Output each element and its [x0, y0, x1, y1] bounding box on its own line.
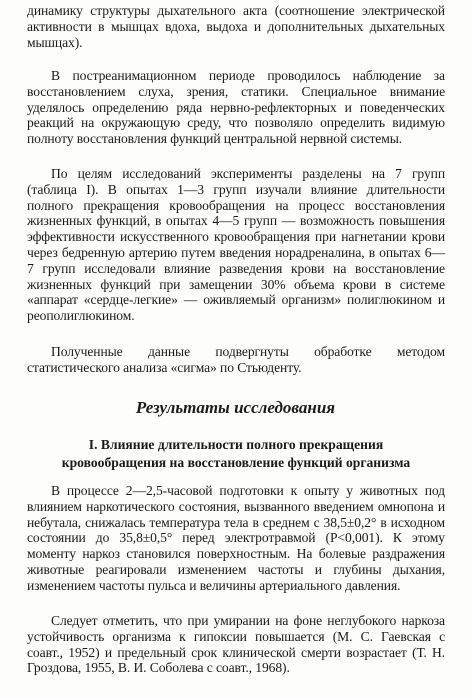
paragraph-experiment-groups: По целям исследований эксперименты разделены на 7 групп (таблица I). В опытах 1—3 групп изучали влияние длительности полного прекращения кровообращения на процесс восстановления жизненных функций, в опытах 4—5 групп — возможность повышения эффективности искусственного кровообращения при нагнетании крови через бедренную артерию путем введения норадреналина, в опытах 6—7 групп исследовали влияние разведения крови на восстановление жизненных функций при замещении 30% объема крови в системе «аппарат «сердце-легкие» — оживляемый организм» полиглюкином и реополиглюкином.: [27, 166, 445, 324]
paragraph-block-6: [27, 613, 445, 676]
paragraph-postresuscitation: В постреанимационном периоде проводилось наблюдение за восстановлением слуха, зрения, статики. Специальное внимание уделялось определению ряда нервно-рефлекторных и поведенческих реакций на окружающую среду, что позволяло определить видимую полноту восстановления функций центральной нервной системы.: [27, 68, 445, 147]
paragraph-block-2: [27, 68, 445, 147]
paragraph-block-1: [27, 3, 445, 50]
subsection-title-line-1: I. Влияние длительности полного прекращения: [88, 437, 384, 452]
subsection-title-line-2: кровообращения на восстановление функций организма: [61, 455, 411, 470]
paragraph-block-5: [27, 483, 445, 594]
paragraph-hypoxia: Следует отметить, что при умирании на фоне неглубокого наркоза устойчивость организма к гипоксии повышается (М. С. Гаевская с соавт., 1952) и предельный срок клинической смерти возрастает (Т. Н. Гроздова, 1955, В. И. Соболева с соавт., 1968).: [27, 613, 445, 676]
paragraph-preparation: В процессе 2—2,5-часовой подготовки к опыту у животных под влиянием наркотического состояния, вызванного введением омнопона и небутала, снижалась температура тела в среднем с 38,5±0,2° в исходном состоянии до 35,8±0,5° перед электротравмой (P<0,001). К этому моменту наркоз становился поверхностным. На болевые раздражения животные реагировали изменением частоты и глубины дыхания, изменением частоты пульса и величины артериального давления.: [27, 483, 445, 593]
section-title: Результаты исследования: [135, 398, 336, 417]
paragraph-statistics: Полученные данные подвергнуты обработке методом статистического анализа «сигма» по Стьюденту.: [27, 344, 445, 375]
paragraph-block-4: [27, 344, 445, 376]
paragraph-continuation: динамику структуры дыхательного акта (соотношение электрической активности в мышцах вдоха, выдоха и дополнительных дыхательных мышцах).: [27, 3, 445, 50]
paragraph-block-3: [27, 166, 445, 324]
